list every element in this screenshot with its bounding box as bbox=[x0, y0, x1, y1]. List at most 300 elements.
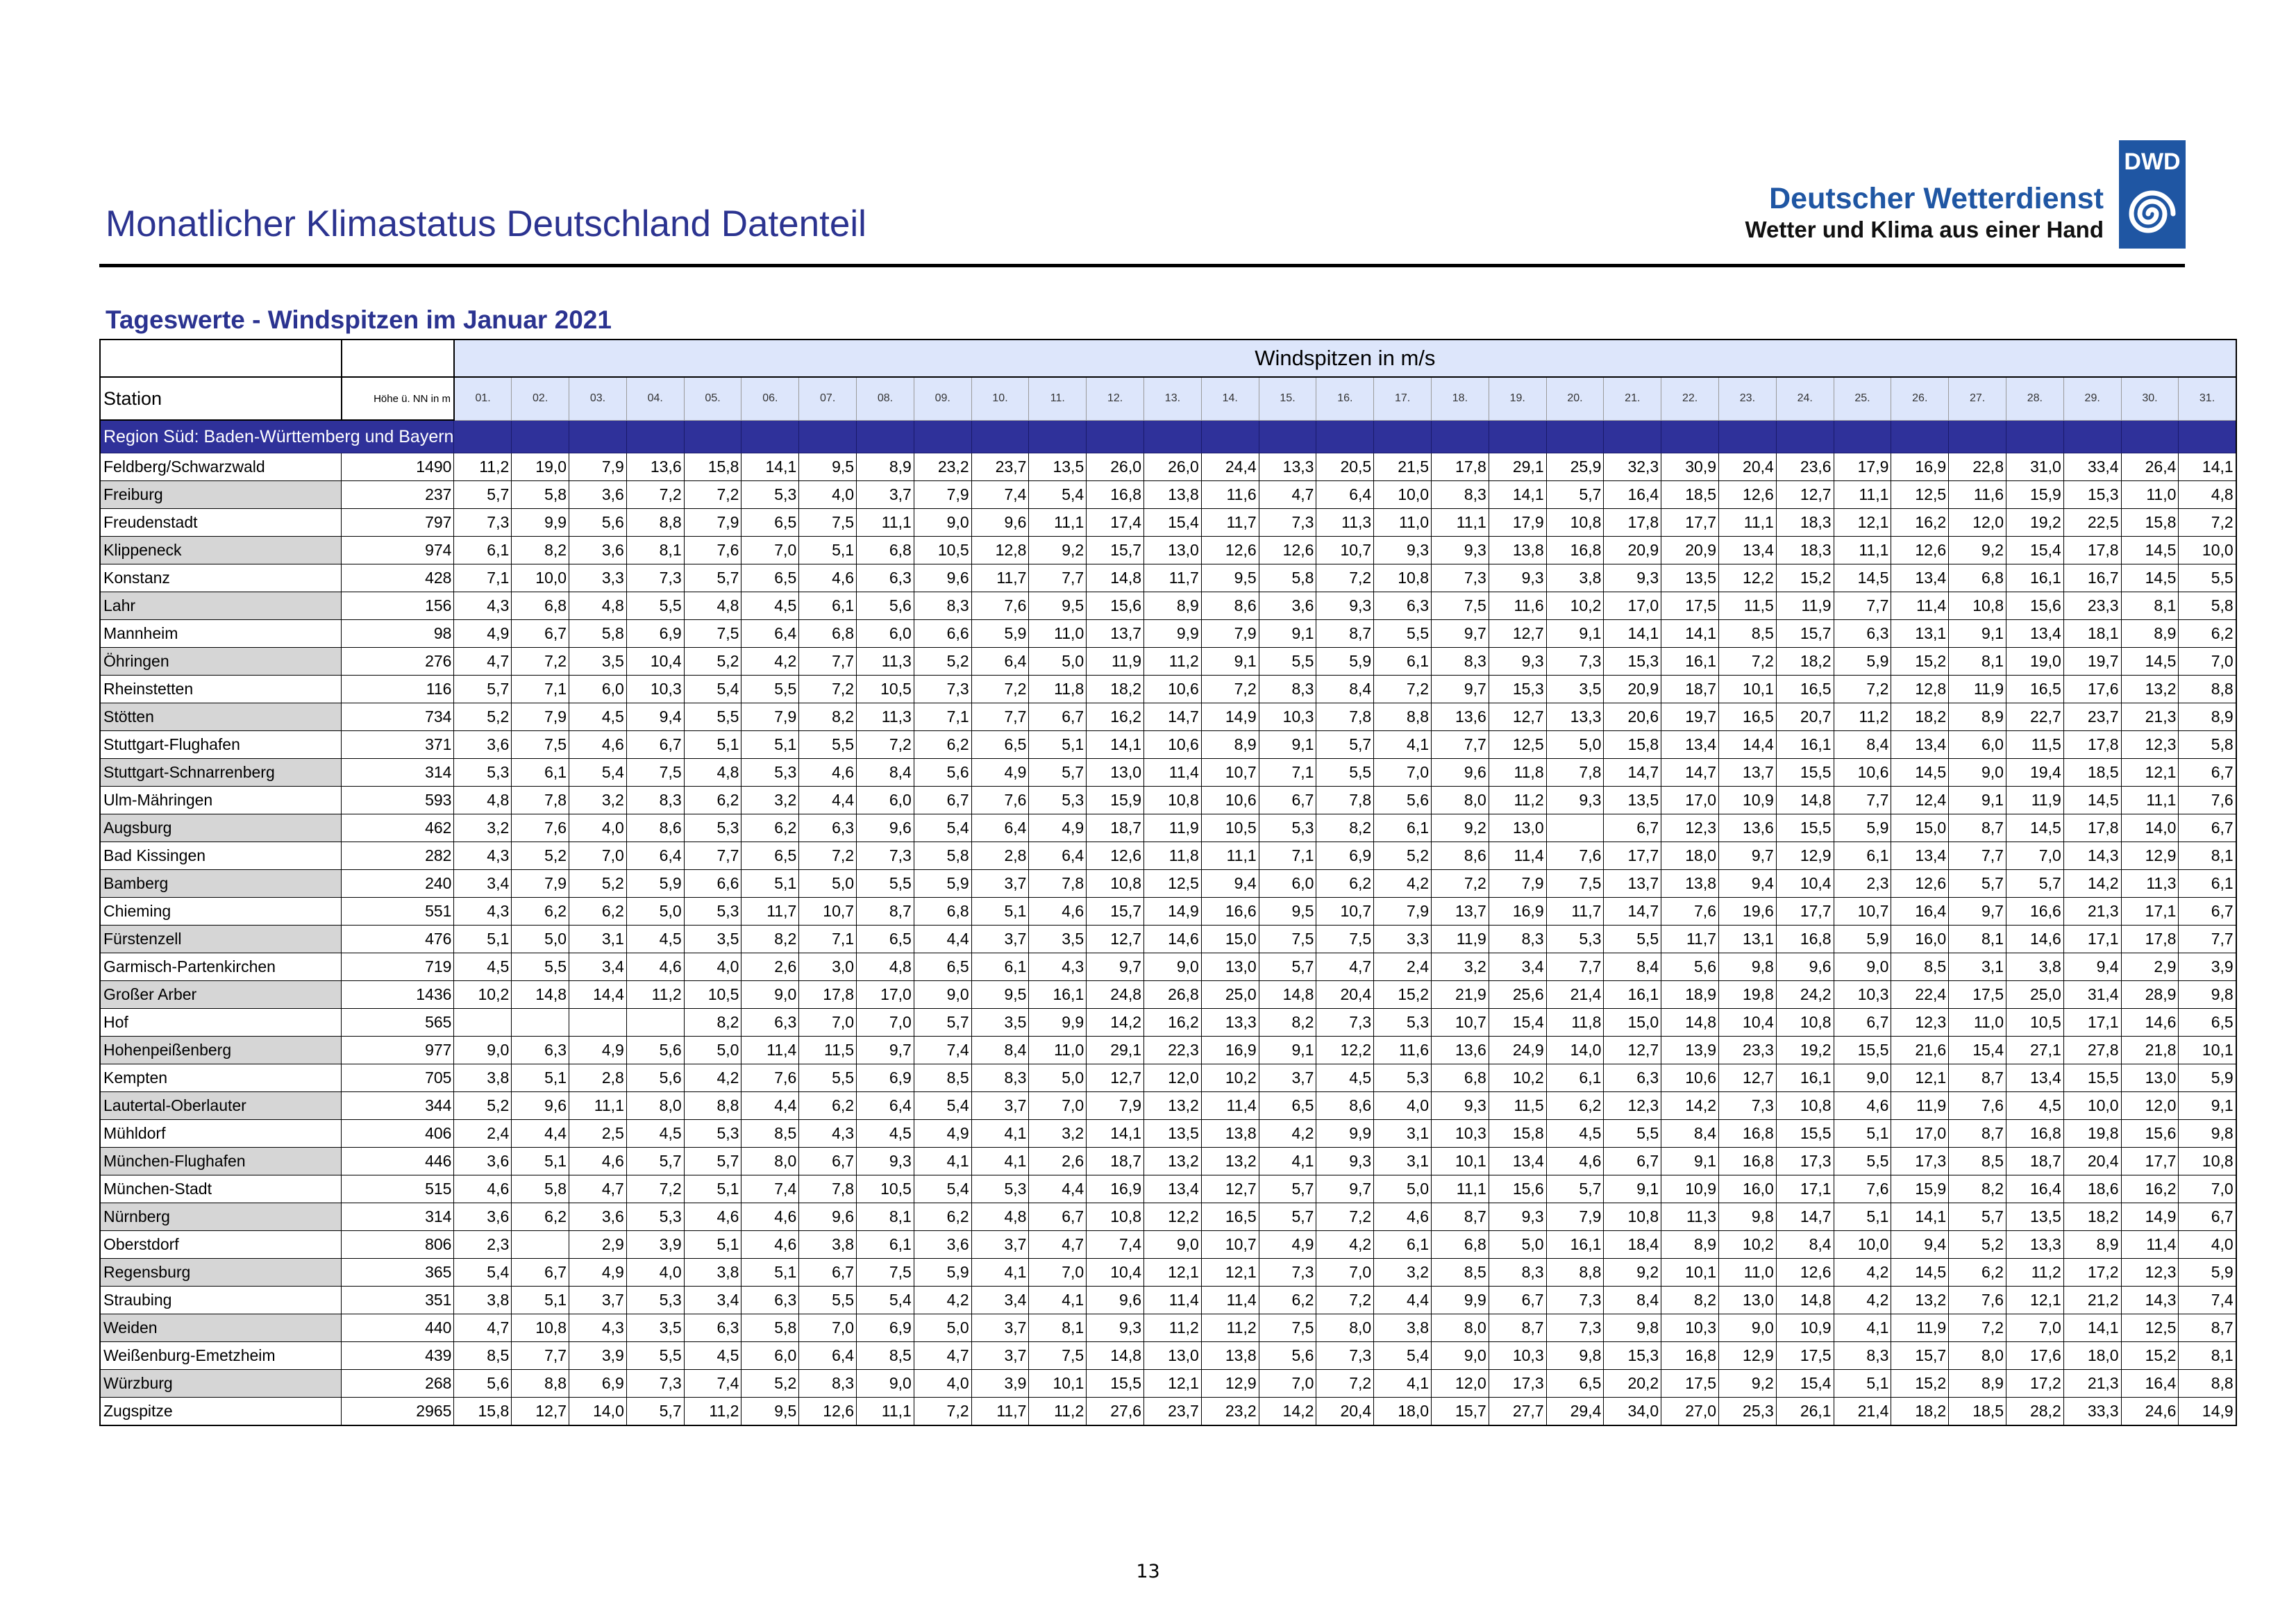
wind-peak-value: 5,5 bbox=[857, 870, 914, 898]
station-altitude: 344 bbox=[342, 1092, 454, 1120]
wind-peak-value: 9,4 bbox=[2063, 953, 2121, 981]
wind-peak-value: 11,6 bbox=[1949, 481, 2006, 509]
wind-peak-value: 4,6 bbox=[454, 1175, 512, 1203]
wind-peak-value: 4,3 bbox=[1029, 953, 1087, 981]
wind-peak-value: 6,9 bbox=[569, 1370, 627, 1398]
wind-peak-value: 7,5 bbox=[512, 731, 569, 759]
wind-peak-value: 7,1 bbox=[454, 564, 512, 592]
wind-peak-value: 7,2 bbox=[1316, 1203, 1374, 1231]
wind-peak-value: 14,1 bbox=[1604, 620, 1661, 648]
region-band-cell bbox=[1144, 420, 1202, 453]
station-row bbox=[100, 898, 2236, 926]
wind-peak-value: 7,7 bbox=[512, 1342, 569, 1370]
region-label: Region Süd: Baden-Württemberg und Bayern bbox=[100, 420, 454, 453]
wind-peak-value bbox=[512, 1231, 569, 1259]
wind-peak-value: 5,5 bbox=[1374, 620, 1432, 648]
wind-peak-value: 6,4 bbox=[799, 1342, 857, 1370]
wind-peak-value: 12,6 bbox=[1891, 870, 1949, 898]
wind-peak-value: 4,8 bbox=[684, 592, 741, 620]
wind-peak-value: 4,5 bbox=[569, 703, 627, 731]
wind-peak-value: 3,7 bbox=[1259, 1064, 1316, 1092]
wind-peak-value: 6,2 bbox=[741, 814, 799, 842]
wind-peak-value: 5,1 bbox=[454, 926, 512, 953]
wind-peak-value: 6,7 bbox=[2179, 814, 2236, 842]
wind-peak-value: 10,0 bbox=[512, 564, 569, 592]
wind-peak-value: 12,5 bbox=[1144, 870, 1202, 898]
wind-peak-value: 19,7 bbox=[1661, 703, 1719, 731]
wind-peak-value: 3,2 bbox=[1374, 1259, 1432, 1287]
wind-peak-value: 5,4 bbox=[1029, 481, 1087, 509]
wind-peak-value: 23,7 bbox=[971, 453, 1029, 481]
wind-peak-value: 9,1 bbox=[1201, 648, 1259, 676]
wind-peak-value: 9,6 bbox=[971, 509, 1029, 537]
wind-peak-value: 19,0 bbox=[512, 453, 569, 481]
wind-peak-value: 4,3 bbox=[454, 842, 512, 870]
wind-peak-value: 17,8 bbox=[1432, 453, 1489, 481]
wind-peak-value: 8,2 bbox=[741, 926, 799, 953]
wind-peak-value: 8,0 bbox=[1316, 1314, 1374, 1342]
wind-peak-value: 4,1 bbox=[971, 1148, 1029, 1175]
wind-peak-value: 18,1 bbox=[2063, 620, 2121, 648]
wind-peak-value: 26,0 bbox=[1087, 453, 1144, 481]
wind-peak-value: 10,1 bbox=[2179, 1037, 2236, 1064]
wind-peak-value: 5,8 bbox=[741, 1314, 799, 1342]
wind-peak-value: 9,9 bbox=[512, 509, 569, 537]
wind-peak-value: 10,8 bbox=[1776, 1009, 1834, 1037]
wind-peak-value: 7,6 bbox=[1546, 842, 1604, 870]
wind-peak-value: 4,8 bbox=[2179, 481, 2236, 509]
wind-peak-value: 7,3 bbox=[1432, 564, 1489, 592]
wind-peak-value: 9,1 bbox=[1259, 620, 1316, 648]
wind-peak-value: 8,3 bbox=[626, 787, 684, 814]
wind-peak-value: 7,4 bbox=[741, 1175, 799, 1203]
wind-peak-value: 8,5 bbox=[454, 1342, 512, 1370]
wind-peak-value: 6,5 bbox=[741, 842, 799, 870]
wind-peak-value: 5,0 bbox=[1489, 1231, 1546, 1259]
wind-peak-value: 18,7 bbox=[1087, 814, 1144, 842]
wind-peak-value: 16,1 bbox=[1029, 981, 1087, 1009]
wind-peak-value: 3,6 bbox=[454, 1148, 512, 1175]
wind-peak-value: 3,7 bbox=[971, 1314, 1029, 1342]
station-altitude: 237 bbox=[342, 481, 454, 509]
wind-peak-value: 12,7 bbox=[1201, 1175, 1259, 1203]
wind-peak-value: 8,8 bbox=[2179, 1370, 2236, 1398]
wind-peak-value: 8,4 bbox=[1776, 1231, 1834, 1259]
wind-peak-value: 7,2 bbox=[1432, 870, 1489, 898]
wind-peak-value: 4,8 bbox=[454, 787, 512, 814]
region-band-cell bbox=[1201, 420, 1259, 453]
wind-peak-value: 6,0 bbox=[1259, 870, 1316, 898]
wind-peak-value: 3,8 bbox=[2006, 953, 2063, 981]
wind-peak-value bbox=[454, 1009, 512, 1037]
wind-peak-value: 12,0 bbox=[2121, 1092, 2179, 1120]
wind-peak-value: 6,3 bbox=[741, 1009, 799, 1037]
wind-peak-value: 13,4 bbox=[1891, 564, 1949, 592]
wind-peak-value: 16,2 bbox=[1087, 703, 1144, 731]
wind-peak-value: 27,0 bbox=[1661, 1398, 1719, 1426]
wind-peak-value: 15,9 bbox=[1087, 787, 1144, 814]
wind-peak-value: 9,6 bbox=[1776, 953, 1834, 981]
wind-peak-value: 10,3 bbox=[1661, 1314, 1719, 1342]
wind-peak-value: 11,4 bbox=[1489, 842, 1546, 870]
wind-peak-value: 15,2 bbox=[1891, 648, 1949, 676]
wind-peak-value: 5,3 bbox=[1374, 1009, 1432, 1037]
wind-peak-value: 10,5 bbox=[684, 981, 741, 1009]
wind-peak-value: 16,4 bbox=[1891, 898, 1949, 926]
wind-peak-value: 15,5 bbox=[1776, 1120, 1834, 1148]
wind-peak-value: 12,7 bbox=[1719, 1064, 1777, 1092]
station-row bbox=[100, 981, 2236, 1009]
wind-peak-value: 6,7 bbox=[512, 1259, 569, 1287]
wind-peak-value: 9,9 bbox=[1029, 1009, 1087, 1037]
wind-peak-value: 27,6 bbox=[1087, 1398, 1144, 1426]
wind-peak-value: 8,7 bbox=[857, 898, 914, 926]
wind-peak-value: 5,2 bbox=[569, 870, 627, 898]
day-column-header: 08. bbox=[857, 377, 914, 420]
station-name: Freiburg bbox=[100, 481, 342, 509]
wind-peak-value: 10,8 bbox=[1776, 1092, 1834, 1120]
wind-peak-value: 10,2 bbox=[1546, 592, 1604, 620]
wind-peak-value: 10,3 bbox=[1489, 1342, 1546, 1370]
wind-peak-value: 11,1 bbox=[1432, 1175, 1489, 1203]
wind-peak-value: 27,7 bbox=[1489, 1398, 1546, 1426]
wind-peak-value: 7,3 bbox=[1259, 1259, 1316, 1287]
station-altitude: 446 bbox=[342, 1148, 454, 1175]
wind-peak-value: 10,6 bbox=[1144, 731, 1202, 759]
wind-peak-value: 20,4 bbox=[1316, 1398, 1374, 1426]
wind-peak-value: 13,8 bbox=[1201, 1342, 1259, 1370]
wind-peak-value: 13,5 bbox=[1604, 787, 1661, 814]
wind-peak-value: 19,8 bbox=[2063, 1120, 2121, 1148]
wind-peak-value: 13,3 bbox=[1546, 703, 1604, 731]
wind-peak-value: 3,9 bbox=[569, 1342, 627, 1370]
wind-peak-value: 5,9 bbox=[1316, 648, 1374, 676]
wind-peak-value: 16,8 bbox=[1661, 1342, 1719, 1370]
wind-peak-value: 13,2 bbox=[1891, 1287, 1949, 1314]
wind-peak-value: 5,0 bbox=[914, 1314, 971, 1342]
wind-peak-value: 11,4 bbox=[1201, 1287, 1259, 1314]
station-name: Freudenstadt bbox=[100, 509, 342, 537]
wind-peak-value: 9,5 bbox=[741, 1398, 799, 1426]
wind-peak-value: 4,8 bbox=[857, 953, 914, 981]
wind-peak-value: 12,3 bbox=[1604, 1092, 1661, 1120]
wind-peak-value: 15,6 bbox=[2121, 1120, 2179, 1148]
wind-peak-value: 8,1 bbox=[857, 1203, 914, 1231]
wind-peak-value: 14,8 bbox=[1776, 1287, 1834, 1314]
wind-peak-value: 12,9 bbox=[2121, 842, 2179, 870]
wind-peak-value: 3,5 bbox=[1029, 926, 1087, 953]
station-altitude: 551 bbox=[342, 898, 454, 926]
wind-peak-value: 8,5 bbox=[741, 1120, 799, 1148]
wind-peak-value: 12,6 bbox=[799, 1398, 857, 1426]
wind-peak-value: 12,4 bbox=[1891, 787, 1949, 814]
wind-peak-value: 9,2 bbox=[1949, 537, 2006, 564]
wind-peak-value: 13,3 bbox=[1201, 1009, 1259, 1037]
wind-peak-value: 9,8 bbox=[1546, 1342, 1604, 1370]
wind-peak-value: 10,1 bbox=[1719, 676, 1777, 703]
wind-peak-value: 15,9 bbox=[2006, 481, 2063, 509]
wind-peak-value: 7,7 bbox=[799, 648, 857, 676]
station-altitude: 156 bbox=[342, 592, 454, 620]
wind-peak-value: 15,4 bbox=[1144, 509, 1202, 537]
wind-peak-value: 11,7 bbox=[1546, 898, 1604, 926]
day-column-header: 29. bbox=[2063, 377, 2121, 420]
wind-peak-value: 6,2 bbox=[1316, 870, 1374, 898]
station-name: Nürnberg bbox=[100, 1203, 342, 1231]
wind-peak-value: 5,7 bbox=[1546, 481, 1604, 509]
wind-peak-value: 5,6 bbox=[857, 592, 914, 620]
wind-peak-value: 16,2 bbox=[2121, 1175, 2179, 1203]
wind-peak-value: 3,8 bbox=[454, 1064, 512, 1092]
wind-peak-value: 19,6 bbox=[1719, 898, 1777, 926]
wind-peak-value: 3,7 bbox=[971, 926, 1029, 953]
wind-peak-value: 16,2 bbox=[1144, 1009, 1202, 1037]
wind-peak-value: 4,5 bbox=[1546, 1120, 1604, 1148]
wind-peak-value: 4,0 bbox=[1374, 1092, 1432, 1120]
wind-peak-value: 6,3 bbox=[857, 564, 914, 592]
wind-peak-value: 8,8 bbox=[512, 1370, 569, 1398]
station-name: Lahr bbox=[100, 592, 342, 620]
wind-peak-value: 6,7 bbox=[1834, 1009, 1891, 1037]
day-column-header: 25. bbox=[1834, 377, 1891, 420]
wind-peak-value: 9,6 bbox=[914, 564, 971, 592]
wind-peak-value: 12,7 bbox=[1604, 1037, 1661, 1064]
wind-peak-value: 10,5 bbox=[914, 537, 971, 564]
wind-peak-value: 7,6 bbox=[741, 1064, 799, 1092]
wind-peak-value: 11,6 bbox=[1374, 1037, 1432, 1064]
wind-peak-value: 13,4 bbox=[1891, 731, 1949, 759]
wind-peak-value: 18,2 bbox=[2063, 1203, 2121, 1231]
wind-peak-value: 7,9 bbox=[741, 703, 799, 731]
wind-peak-value: 6,4 bbox=[1316, 481, 1374, 509]
wind-peak-value: 6,4 bbox=[1029, 842, 1087, 870]
wind-peak-value: 11,7 bbox=[971, 564, 1029, 592]
wind-peak-value: 10,2 bbox=[1201, 1064, 1259, 1092]
wind-peak-value: 4,8 bbox=[684, 759, 741, 787]
wind-peak-value: 16,5 bbox=[1719, 703, 1777, 731]
wind-peak-value: 10,1 bbox=[1029, 1370, 1087, 1398]
wind-peak-value: 5,6 bbox=[914, 759, 971, 787]
wind-peak-value: 5,9 bbox=[1834, 814, 1891, 842]
wind-peak-value: 8,1 bbox=[2121, 592, 2179, 620]
wind-peak-value: 15,2 bbox=[1776, 564, 1834, 592]
region-band-cell bbox=[2121, 420, 2179, 453]
station-name: Chieming bbox=[100, 898, 342, 926]
wind-peak-value: 17,2 bbox=[2063, 1259, 2121, 1287]
wind-peak-value: 7,2 bbox=[1834, 676, 1891, 703]
wind-peak-value: 22,8 bbox=[1949, 453, 2006, 481]
wind-peak-value: 8,7 bbox=[1432, 1203, 1489, 1231]
wind-peak-value: 6,1 bbox=[1374, 648, 1432, 676]
wind-peak-value: 4,6 bbox=[1029, 898, 1087, 926]
wind-peak-value: 4,7 bbox=[1316, 953, 1374, 981]
day-column-header: 22. bbox=[1661, 377, 1719, 420]
wind-peak-value: 9,3 bbox=[1489, 648, 1546, 676]
wind-peak-value: 17,1 bbox=[1776, 1175, 1834, 1203]
wind-peak-value: 11,1 bbox=[857, 1398, 914, 1426]
day-column-header: 31. bbox=[2179, 377, 2236, 420]
wind-peak-value: 11,0 bbox=[2121, 481, 2179, 509]
wind-peak-value: 14,5 bbox=[2006, 814, 2063, 842]
wind-peak-value: 5,7 bbox=[1949, 870, 2006, 898]
station-row bbox=[100, 703, 2236, 731]
wind-peak-value: 18,3 bbox=[1776, 537, 1834, 564]
wind-peak-value: 4,3 bbox=[454, 898, 512, 926]
wind-peak-value: 5,9 bbox=[626, 870, 684, 898]
wind-peak-value: 3,3 bbox=[1374, 926, 1432, 953]
wind-peak-value: 17,4 bbox=[1087, 509, 1144, 537]
wind-peak-value: 7,2 bbox=[626, 1175, 684, 1203]
wind-peak-value: 20,4 bbox=[2063, 1148, 2121, 1175]
day-column-header: 06. bbox=[741, 377, 799, 420]
wind-peak-value: 9,8 bbox=[1719, 953, 1777, 981]
wind-peak-value: 16,4 bbox=[2121, 1370, 2179, 1398]
wind-peak-value: 14,0 bbox=[1546, 1037, 1604, 1064]
wind-peak-value: 9,5 bbox=[1029, 592, 1087, 620]
wind-peak-value: 6,4 bbox=[971, 648, 1029, 676]
region-band-cell bbox=[684, 420, 741, 453]
wind-peak-value: 11,9 bbox=[2006, 787, 2063, 814]
wind-peak-value: 6,7 bbox=[2179, 898, 2236, 926]
wind-peak-value: 7,7 bbox=[971, 703, 1029, 731]
wind-peak-value: 10,2 bbox=[1719, 1231, 1777, 1259]
wind-peak-value: 7,4 bbox=[2179, 1287, 2236, 1314]
wind-peak-value: 7,2 bbox=[626, 481, 684, 509]
wind-peak-value: 21,4 bbox=[1834, 1398, 1891, 1426]
wind-peak-value: 7,6 bbox=[512, 814, 569, 842]
wind-peak-value: 15,7 bbox=[1776, 620, 1834, 648]
wind-peak-value: 16,9 bbox=[1087, 1175, 1144, 1203]
wind-peak-value: 7,3 bbox=[857, 842, 914, 870]
wind-peak-value: 7,2 bbox=[799, 676, 857, 703]
station-name: Feldberg/Schwarzwald bbox=[100, 453, 342, 481]
wind-peak-value: 5,9 bbox=[971, 620, 1029, 648]
wind-peak-value: 10,6 bbox=[1144, 676, 1202, 703]
wind-peak-value: 5,0 bbox=[1374, 1175, 1432, 1203]
region-band-cell bbox=[1489, 420, 1546, 453]
wind-peak-value: 9,1 bbox=[1259, 1037, 1316, 1064]
wind-peak-value: 6,8 bbox=[799, 620, 857, 648]
wind-peak-value: 4,4 bbox=[1374, 1287, 1432, 1314]
wind-peak-value: 14,8 bbox=[1776, 787, 1834, 814]
station-altitude: 240 bbox=[342, 870, 454, 898]
wind-peak-value: 16,8 bbox=[1546, 537, 1604, 564]
wind-peak-value: 17,6 bbox=[2006, 1342, 2063, 1370]
wind-peak-value: 5,8 bbox=[914, 842, 971, 870]
wind-peak-value: 8,0 bbox=[1949, 1342, 2006, 1370]
wind-peak-value: 7,6 bbox=[1834, 1175, 1891, 1203]
wind-peak-value: 16,5 bbox=[2006, 676, 2063, 703]
wind-peak-value: 6,3 bbox=[1604, 1064, 1661, 1092]
day-column-header: 14. bbox=[1201, 377, 1259, 420]
wind-peak-value: 8,4 bbox=[1316, 676, 1374, 703]
wind-peak-value: 3,1 bbox=[1374, 1148, 1432, 1175]
wind-peak-value: 5,3 bbox=[1546, 926, 1604, 953]
wind-peak-value: 5,3 bbox=[971, 1175, 1029, 1203]
wind-peak-value: 26,0 bbox=[1144, 453, 1202, 481]
wind-peak-value: 16,4 bbox=[1604, 481, 1661, 509]
wind-peak-value: 6,5 bbox=[1259, 1092, 1316, 1120]
wind-peak-value: 8,2 bbox=[1316, 814, 1374, 842]
wind-peak-value: 4,3 bbox=[454, 592, 512, 620]
wind-peak-value: 5,7 bbox=[626, 1398, 684, 1426]
wind-peak-value: 15,0 bbox=[1201, 926, 1259, 953]
wind-peak-value: 8,3 bbox=[799, 1370, 857, 1398]
wind-peak-value: 15,2 bbox=[2121, 1342, 2179, 1370]
wind-peak-value: 9,5 bbox=[1259, 898, 1316, 926]
wind-peak-value: 7,5 bbox=[1259, 1314, 1316, 1342]
wind-peak-value: 9,3 bbox=[857, 1148, 914, 1175]
wind-peak-value: 8,2 bbox=[1661, 1287, 1719, 1314]
region-band-cell bbox=[1546, 420, 1604, 453]
wind-peak-value: 8,5 bbox=[857, 1342, 914, 1370]
wind-peak-value: 12,2 bbox=[1719, 564, 1777, 592]
wind-peak-value: 7,4 bbox=[971, 481, 1029, 509]
wind-peak-value bbox=[512, 1009, 569, 1037]
wind-peak-value: 12,9 bbox=[1776, 842, 1834, 870]
wind-peak-value: 15,6 bbox=[1489, 1175, 1546, 1203]
wind-peak-value: 11,5 bbox=[799, 1037, 857, 1064]
wind-peak-value: 15,3 bbox=[2063, 481, 2121, 509]
wind-peak-value: 5,0 bbox=[512, 926, 569, 953]
station-row bbox=[100, 481, 2236, 509]
wind-peak-value: 12,6 bbox=[1087, 842, 1144, 870]
station-row bbox=[100, 759, 2236, 787]
wind-peak-value: 10,4 bbox=[1776, 870, 1834, 898]
day-column-header: 16. bbox=[1316, 377, 1374, 420]
wind-peak-value: 17,0 bbox=[1604, 592, 1661, 620]
wind-peak-value: 6,1 bbox=[454, 537, 512, 564]
wind-peak-value: 20,9 bbox=[1604, 537, 1661, 564]
wind-peak-value: 5,2 bbox=[914, 648, 971, 676]
wind-peak-value: 6,8 bbox=[914, 898, 971, 926]
wind-peak-value: 6,2 bbox=[1949, 1259, 2006, 1287]
station-name: Ulm-Mähringen bbox=[100, 787, 342, 814]
wind-peak-value: 7,1 bbox=[799, 926, 857, 953]
wind-peak-value: 13,4 bbox=[1891, 842, 1949, 870]
wind-peak-value: 10,1 bbox=[1661, 1259, 1719, 1287]
wind-peak-value: 11,4 bbox=[1891, 592, 1949, 620]
station-altitude: 1436 bbox=[342, 981, 454, 1009]
wind-peak-value: 14,6 bbox=[2006, 926, 2063, 953]
wind-peak-value: 14,7 bbox=[1604, 898, 1661, 926]
wind-peak-value: 15,7 bbox=[1891, 1342, 1949, 1370]
wind-peak-value: 27,1 bbox=[2006, 1037, 2063, 1064]
day-column-header: 13. bbox=[1144, 377, 1202, 420]
wind-peak-value: 5,2 bbox=[741, 1370, 799, 1398]
wind-peak-value: 8,6 bbox=[1316, 1092, 1374, 1120]
wind-peak-value: 9,1 bbox=[1259, 731, 1316, 759]
day-column-header: 28. bbox=[2006, 377, 2063, 420]
station-altitude: 365 bbox=[342, 1259, 454, 1287]
wind-peak-value: 13,0 bbox=[1719, 1287, 1777, 1314]
wind-peak-value: 6,1 bbox=[857, 1231, 914, 1259]
wind-peak-value: 9,6 bbox=[1087, 1287, 1144, 1314]
wind-peak-value: 7,5 bbox=[857, 1259, 914, 1287]
wind-peak-value: 7,8 bbox=[512, 787, 569, 814]
wind-peak-value: 5,3 bbox=[626, 1203, 684, 1231]
day-column-header: 05. bbox=[684, 377, 741, 420]
wind-peak-value: 7,3 bbox=[1719, 1092, 1777, 1120]
wind-peak-value: 15,8 bbox=[684, 453, 741, 481]
wind-peak-value: 6,8 bbox=[512, 592, 569, 620]
wind-peak-value: 12,7 bbox=[1489, 620, 1546, 648]
wind-peak-value: 3,2 bbox=[569, 787, 627, 814]
wind-peak-value: 28,2 bbox=[2006, 1398, 2063, 1426]
wind-peak-value: 5,5 bbox=[1834, 1148, 1891, 1175]
wind-peak-value: 7,7 bbox=[1432, 731, 1489, 759]
station-altitude: 2965 bbox=[342, 1398, 454, 1426]
